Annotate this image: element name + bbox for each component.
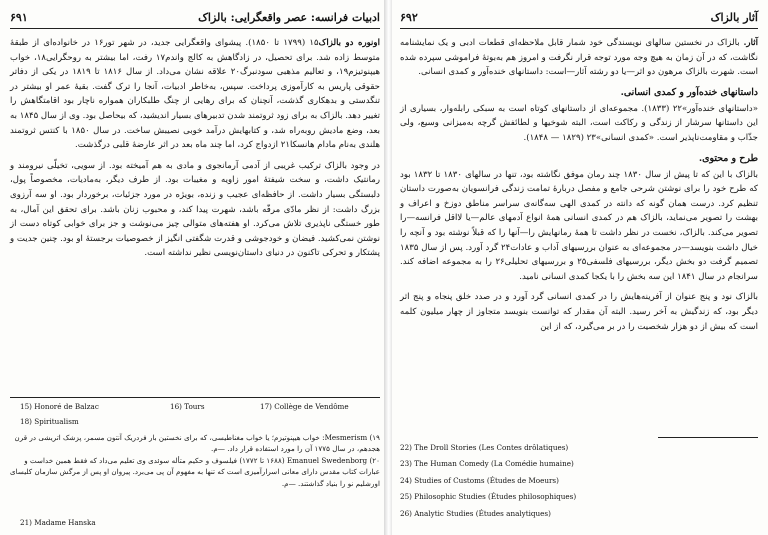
right-paragraph-3: بالزاک با این که تا پیش از سال ۱۸۳۰ چند رمان موفق نگاشته بود، تنها در سالهای ۱۸۳۰ تا ۱۸۳۲ بود که طرح خود را برای نوشتن شرحی جامع و مفصل دربارهٔ تمامت زندگی فرانسویان به‌صورت داستان تنظیم کرد. درست همان گونه که دانته در کمدی الهی سه‌گانه‌ی سراسر مناطق دوزخ و اعراف و بهشت را تصویر می‌نماید، بالزاک هم در کمدی انسانی همهٔ انواع آدمهای عالم—یا لااقل فرانسه—را تصویر می‌کند. بالزاک، نخست در نظر داشت تا همهٔ رمانهایش را—آنها را که قبلاً نوشته بود و آنچه را خیال داشت بنویسد—در مجموعه‌ای به عنوان بررسیهای آداب و عادات۲۴ گرد آورد. پس از سال ۱۸۳۵ تصمیم گرفت دو بخش دیگر، بررسیهای فلسفی۲۵ و بررسیهای تحلیلی۲۶ را به مجموعه اضافه کند. سرانجام در سال ۱۸۴۱ این سه بخش را با یکجا کمدی انسانی نامید. [400,169,758,282]
left-footnote-row-3 [10,518,380,530]
footnote-22: 22) The Droll Stories (Les Contes drôlatiques) [400,443,569,452]
footnote-24: 24) Studies of Customs (Études de Moeurs) [400,475,559,485]
left-footnotes-persian [10,432,380,489]
left-running-title: ادبیات فرانسه: عصر واقعگرایی: بالزاک [198,11,380,24]
footnote-16: 16) Tours [170,402,205,411]
right-heading-1: داستانهای خنده‌آور و کمدی انسانی. [620,86,758,98]
right-p1-lead: آثار. [739,38,758,48]
left-page-header [10,8,380,29]
footnote-19: ۱۹) Mesmerism: خواب هیپنوتیزم؛ یا خواب مغناطیسی، که برای نخستین بار فردریک آنتون مسمر، پزشک اتریشی در قرن هجدهم، در سال ۱۷۷۵ آن را مورد استفاده قرار داد. —م. [14,433,380,454]
left-p1-lead: اونوره دو بالزاک [318,38,380,48]
right-running-title: آثار بالزاک [710,11,758,24]
right-page [400,0,758,535]
right-paragraph-2: «داستانهای خنده‌آور»۲۲ (۱۸۳۳). مجموعه‌ای از داستانهای کوتاه است به سبکی رابله‌وار، بسیاری از این داستانها سرشار از زندگی و رکاکت است، البته شوخیها و لطائفش گرچه به‌میزانی وسیع، ولی جذّاب و مقاومت‌ناپذیر است. «کمدی انسانی»۲۳ (۱۸۲۹ — ۱۸۴۸). [400,103,758,143]
book-gutter [384,0,392,535]
right-paragraph-4: بالزاک نود و پنج عنوان از آفرینه‌هایش را در کمدی انسانی گرد آورد و در صدد خلق پنجاه و پنج اثر دیگر بود، که زندگیش به آخر رسید. البته آن مقدار که توانست بنویسد متجاوز از چهار میلیون کلمه است که بیش از دو هزار شخصیت را در بر می‌گیرد، که از این [400,292,758,332]
left-page-body [10,36,380,267]
right-p1-text: بالزاک در نخستین سالهای نویسندگی خود شمار قابل ملاحظه‌ای قطعات ادبی و یک نمایشنامه نگاشت، که در آن زمان به هیچ وجه مورد توجه قرار نگرفت و امروز هم به‌بوتهٔ فراموشی سپرده شده است. شهرت بالزاک مرهون دو اثر—یا دو رشته آثار—است: داستانهای خنده‌آور و کمدی انسانی. [400,38,758,78]
footnote-20: ۲۰) Emanuel Swedenborg (۱۶۸۸ تا ۱۷۷۲) فیلسوف و حکیم متأله سوئدی وی تعلیم می‌داد که فقط همین خداست و عبارات کتاب مقدس دارای معانی اسرارآمیزی است که تنها به مفهوم آن پی می‌برد. پیروان او پس از مرگش سازمان کلیسای اورشلیم نو را بنیاد گذاشتند. —م. [10,455,380,488]
right-heading-2: طرح و محتوی. [698,152,758,164]
footnote-17: 17) Collège de Vendôme [260,402,349,411]
footnote-23: 23) The Human Comedy (La Comédie humaine) [400,459,574,469]
footnote-26: 26) Analytic Studies (Études analytiques) [400,508,551,518]
left-footnote-rule [10,397,380,398]
footnote-21: 21) Madame Hanska [20,518,96,527]
left-page-number: ۶۹۱ [10,11,28,24]
right-paragraph-1 [400,36,758,80]
left-p1-text: ۱۵ (۱۷۹۹ تا ۱۸۵۰). پیشوای واقعگرایی جدید، در شهر تور۱۶ در خانواده‌ای از طبقهٔ متوسط زاده شد. برای تحصیل، در زادگاهش به کالج واندم۱۷ رفت، اما بیشتر به روحگرایی۱۸، خواب هیپنوتیزم۱۹، و تعالیم مذهبی سودنبرگ۲۰ علاقه نشان می‌داد. از سال ۱۸۱۶ تا ۱۸۱۹ در یکی از دفاتر حقوقی پاریس به کارآموزی پرداخت. سپس، به‌خاطر ادبیات، آنجا را ترک گفت. بقیهٔ عمر او بیشتر در تنگدستی و بدهکاری گذشت، آنچنان که برای رهایی از چنگ طلبکاران همواره ناچار بود اقامتگاهش را تغییر دهد. بالزاک به برای زود ثروتمند شدن تدبیرهای بسیار اندیشید، که بیحاصل بود. وی از سال ۱۸۴۵ به بعد، وضع مادیش روبه‌راه شد، و کتابهایش درآمد خوبی نصیبش ساخت. در سال ۱۸۵۰ با کنتس ثروتمند هلندی به‌نام مادام هانسکا۲۱ ازدواج کرد، اما چند ماه بعد در اثر عارضهٔ قلبی درگذشت. [10,38,381,151]
left-footnote-row-2 [10,417,380,429]
left-paragraph-1 [10,36,380,153]
left-footnote-row-1 [10,402,380,414]
right-page-number: ۶۹۲ [400,11,418,24]
right-page-header [400,8,758,29]
footnote-25: 25) Philosophic Studies (Études philosophiques) [400,492,577,502]
left-paragraph-2: در وجود بالزاک ترکیب غریبی از آدمی آرمانجوی و مادی به هم آمیخته بود. از سویی، تخیلّی نیرومند و رمانتیک داشت، و سخت شیفتهٔ امور زاویه و مغیبات بود. از طرف دیگر، به‌مادیات، مخصوصاً پول، دلبستگی بسیار داشت. از حافظه‌ای عجیب و زنده، بویژه در مورد جزئیات، برخوردار بود. او سه آرزوی بزرگ داشت: از نظر مادّی مرفّه باشد، شهرت پیدا کند، و محبوب زنان باشد. برای تحقق این آمال، به طور خستگی ناپذیری تلاش می‌کرد. او هفته‌های متوالی چیز می‌نوشت و جز برای خوابی کوتاه دست از نوشتن نمی‌کشید. فیضان و خودجوشی و قدرت شگفتی انگیز از خصوصیات برجستهٔ او بود. چنین جدیت و پشتکار و تحرکی تاکنون در دنیای داستان‌نویسی نظیر نداشته است. [10,160,380,259]
left-page [10,0,380,535]
footnote-15: 15) Honoré de Balzac [20,402,99,411]
right-footnote-rule [658,437,758,438]
footnote-18: 18) Spiritualism [20,417,79,426]
right-page-body [400,36,758,340]
right-footnotes [400,442,758,519]
